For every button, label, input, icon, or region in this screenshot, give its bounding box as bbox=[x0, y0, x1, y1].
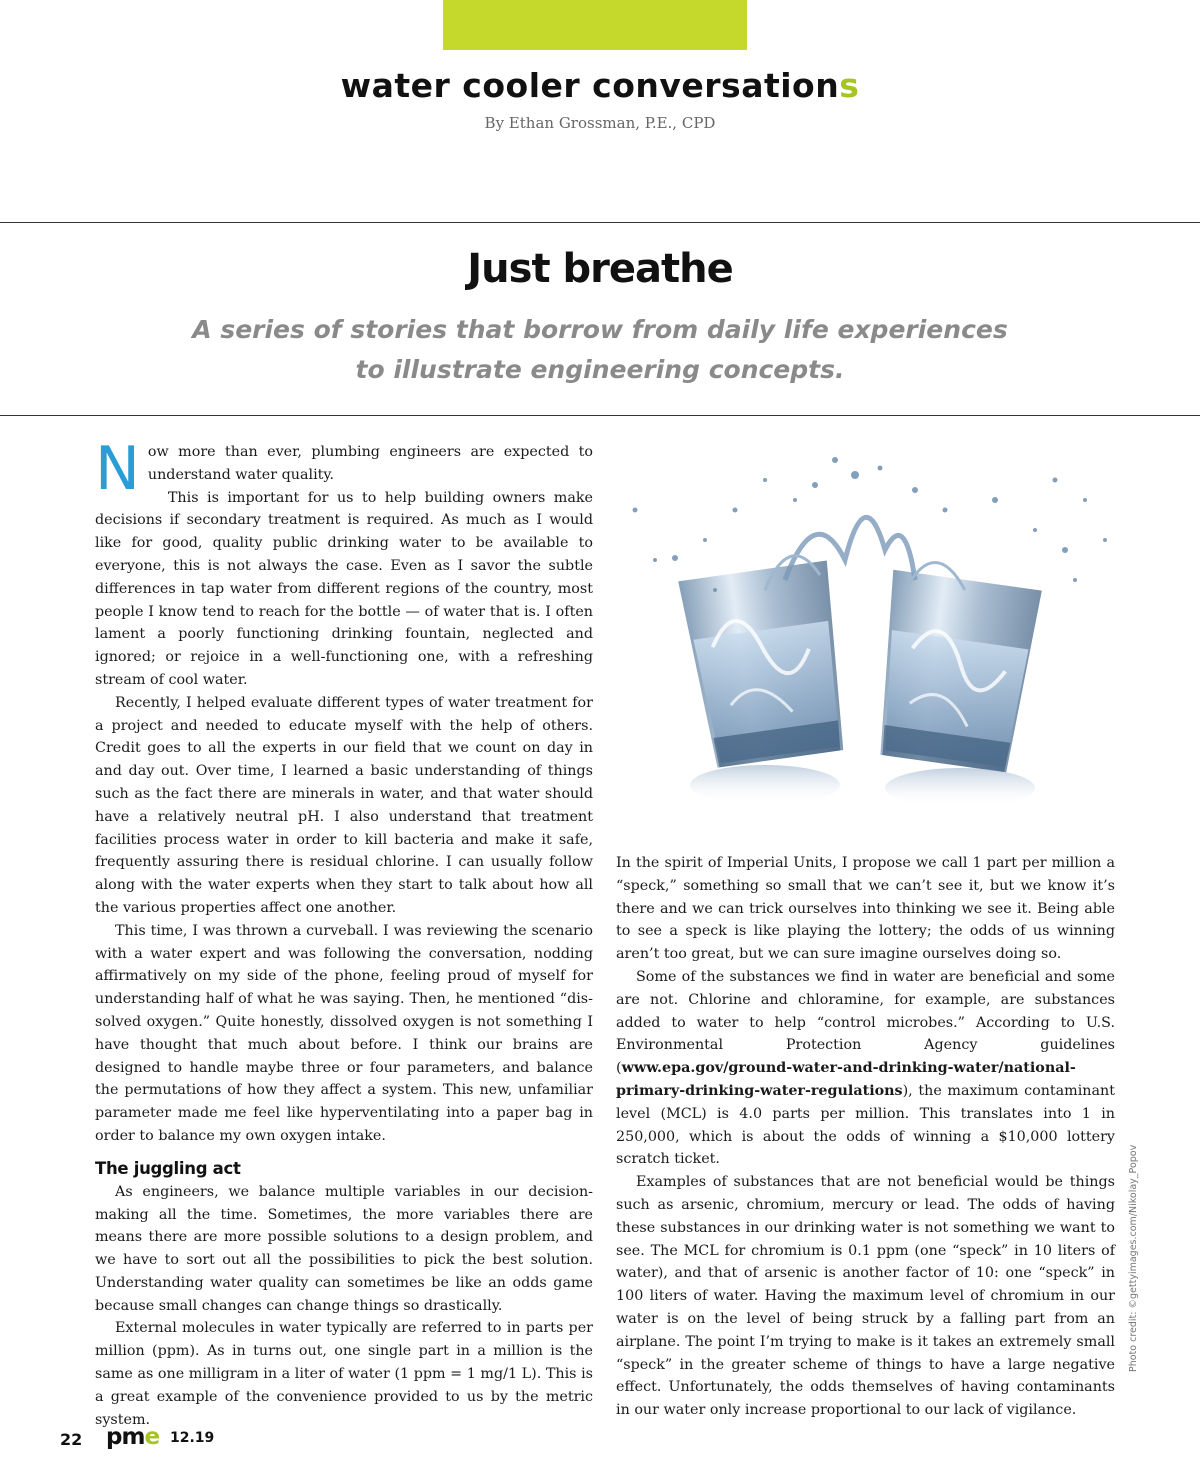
column-title-accent: s bbox=[839, 66, 860, 105]
top-divider bbox=[0, 222, 1200, 223]
section-tab-bar bbox=[443, 0, 747, 50]
body-paragraph: External molecules in water typically are referred to in parts per million (ppm). As in turns out, one single part in a million is the same as one milligram in a liter of water (1 ppm = 1 mg/1 L). This is a great example of the convenience provided to us by the metric system. bbox=[95, 1320, 593, 1428]
body-paragraph: Some of the substances we find in water are beneficial and some are not. Chlorine and chloramine, for example, are substances added to water to help “control microbes.” According to U.S. Environmental Protection Agency guidelines (www.epa.gov/ground-water-and-drinking-water/national-primary-drinking-water-regulations), the maximum contaminant level (MCL) is 4.0 parts per million. This translates into 1 in 250,000, which is about the odds of winning a $10,000 lottery scratch ticket. bbox=[616, 968, 1115, 1168]
headline: Just breathe bbox=[467, 246, 733, 292]
water-glasses-photo bbox=[615, 440, 1115, 812]
deck-line-2: to illustrate engineering concepts. bbox=[355, 355, 845, 384]
pme-logo: pme bbox=[106, 1424, 160, 1450]
page-number: 22 bbox=[60, 1430, 83, 1449]
body-paragraph: Recently, I helped evaluate different types of water treatment for a project and needed to educate myself with the help of others. Credit goes to all the experts in our field that we count on day in and day out. Over time, I learned a basic understanding of things such as the fact there are minerals in water, and that water should have a relatively neutral pH. I also understand that treatment facilities process water in order to kill bacteria and make it safe, frequently assuring there is residual chlorine. I can usually follow along with the water experts when they start to talk about how all the various properties affect one another. bbox=[95, 694, 593, 916]
deck bbox=[150, 310, 1050, 390]
bottom-divider bbox=[0, 415, 1200, 416]
photo-credit: Photo credit: ©gettyimages.com/Nikolay_Popov bbox=[1128, 1144, 1139, 1372]
body-paragraph: In the spirit of Imperial Units, I propose we call 1 part per million a “speck,” something so small that we can’t see it, but we know it’s there and we can trick ourselves into thinking we see it. Being able to see a speck is like playing the lottery; the odds of us winning aren’t too great, but we can sure imagine ourselves doing so. bbox=[616, 855, 1115, 963]
subhead: The juggling act bbox=[95, 1158, 241, 1178]
body-paragraph: Examples of substances that are not beneficial would be things such as arsenic, chromium, mercury or lead. The odds of having these substances in our drinking water is not something we want to see. The MCL for chromium is 0.1 ppm (one “speck” in 10 liters of water), and that of arsenic is another factor of 10: one “speck” in 100 liters of water. Having the maximum level of chromium in our water is on the level of being struck by a falling part from an airplane. The point I’m trying to make is it takes an extremely small “speck” in the greater scheme of things to have a large negative effect. Unfortunately, the odds themselves of having contaminants in our water only increase proportional to our lack of vigilance. bbox=[616, 1174, 1115, 1419]
column-title: water cooler conversations bbox=[340, 66, 860, 105]
body-paragraph: This is important for us to help building owners make decisions if secondary treatment is required. As much as I would like for good, quality public drinking water to be available to everyone, this is not always the case. Even as I savor the subtle differences in tap water from different regions of the country, most people I know tend to reach for the bottle — of water that is. I often lament a poorly functioning drinking fountain, neglected and ignored; or rejoice in a well-functioning one, with a refreshing stream of cool water. bbox=[95, 489, 593, 688]
issue-date: 12.19 bbox=[170, 1430, 215, 1446]
deck-line-1: A series of stories that borrow from daily life experiences bbox=[192, 315, 1008, 344]
byline: By Ethan Grossman, P.E., CPD bbox=[484, 114, 716, 132]
drop-cap: N bbox=[95, 434, 140, 504]
left-column bbox=[95, 434, 593, 1431]
epa-url: www.epa.gov/ground-water-and-drinking-water/national-primary-drinking-water-regulations bbox=[616, 1060, 1076, 1099]
body-paragraph: This time, I was thrown a curveball. I was reviewing the scenario with a water expert and was following the conversation, nodding affirmatively on my side of the phone, feeling proud of myself for understanding half of what he was saying. Then, he mentioned “dissolved oxygen.” Quite honestly, dissolved oxygen is not something I have thought that much about before. I think our brains are designed to handle maybe three or four parameters, and balance the permutations of how they affect a system. This new, unfamiliar parameter made me feel like hyperventilating into a paper bag in order to balance my own oxygen intake. bbox=[95, 922, 593, 1144]
right-column bbox=[616, 852, 1115, 1422]
intro-paragraph: Now more than ever, plumbing engineers are expected to understand water quality. bbox=[95, 434, 593, 504]
body-paragraph: As engineers, we balance multiple variables in our decision-making all the time. Sometimes, the more variables there are means there are more possible solutions to a design problem, and we have to sort out all the possibilities to pick the best solution. Understanding water quality can sometimes be like an odds game because small changes can change things so drastically. bbox=[95, 1183, 593, 1314]
